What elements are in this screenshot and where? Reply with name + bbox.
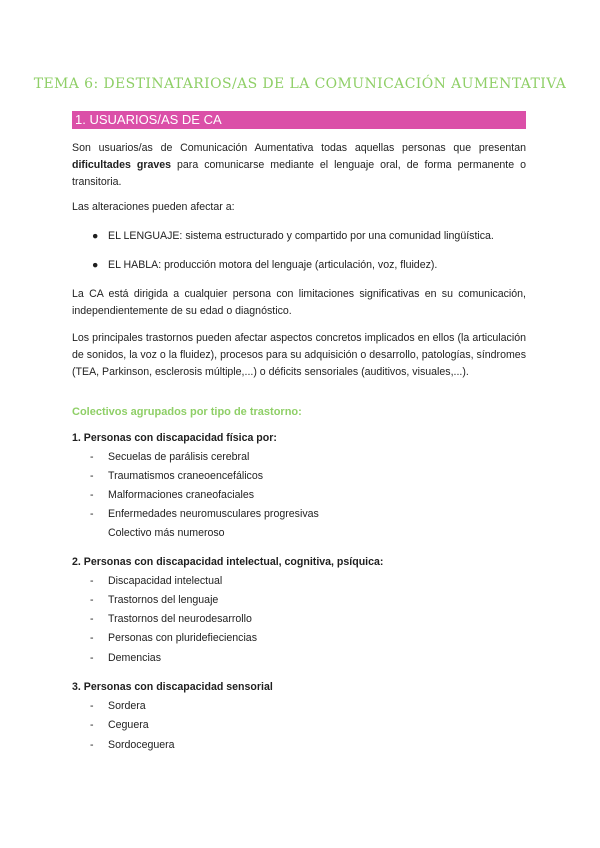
list-item bbox=[90, 593, 218, 607]
intro-text-bold: dificultades graves bbox=[72, 159, 172, 171]
dash-symbol: - bbox=[90, 719, 94, 731]
intro-paragraph bbox=[72, 140, 526, 191]
list-item-text: Trastornos del neurodesarrollo bbox=[108, 613, 252, 625]
list-item-text: Personas con pluridefieciencias bbox=[108, 632, 257, 644]
intro-text-after: para comunicarse mediante el lenguaje oral, de forma permanente o transitoria. bbox=[72, 159, 526, 188]
list-item-text: Discapacidad intelectual bbox=[108, 575, 223, 587]
list-item bbox=[90, 488, 254, 502]
bullet-text: EL HABLA: producción motora del lenguaje (articulación, voz, fluidez). bbox=[108, 259, 438, 271]
group-note: Colectivo más numeroso bbox=[108, 527, 225, 539]
list-item bbox=[90, 574, 222, 588]
colectivos-heading: Colectivos agrupados por tipo de trastorno: bbox=[72, 406, 302, 418]
bullet-item bbox=[92, 228, 522, 245]
trastornos-paragraph: Los principales trastornos pueden afectar aspectos concretos implicados en ellos (la articulación de sonidos, la voz o la fluidez), procesos para su adquisición o desarrollo, patologías, síndromes (TEA, Parkinson, esclerosis múltiple,...) o déficits sensoriales (auditivos, visuales,...). bbox=[72, 332, 526, 378]
section-heading: 1. USUARIOS/AS DE CA bbox=[72, 111, 526, 129]
dash-symbol: - bbox=[90, 451, 94, 463]
bullet-item bbox=[92, 257, 522, 274]
list-item-text: Secuelas de parálisis cerebral bbox=[108, 451, 250, 463]
list-item bbox=[90, 738, 175, 752]
list-item bbox=[90, 507, 319, 521]
list-item bbox=[90, 718, 149, 732]
intro-text-before: Son usuarios/as de Comunicación Aumentativa todas aquellas personas que presentan bbox=[72, 142, 526, 154]
group-heading-fisica: 1. Personas con discapacidad física por: bbox=[72, 432, 277, 444]
dash-symbol: - bbox=[90, 739, 94, 751]
group-heading-intelectual: 2. Personas con discapacidad intelectual, cognitiva, psíquica: bbox=[72, 556, 384, 568]
list-item-text: Sordoceguera bbox=[108, 739, 175, 751]
dash-symbol: - bbox=[90, 575, 94, 587]
list-item-text: Trastornos del lenguaje bbox=[108, 594, 219, 606]
list-item bbox=[90, 469, 263, 483]
dash-symbol: - bbox=[90, 613, 94, 625]
dash-symbol: - bbox=[90, 700, 94, 712]
list-item bbox=[90, 651, 161, 665]
list-item-text: Traumatismos craneoencefálicos bbox=[108, 470, 264, 482]
list-item-text: Enfermedades neuromusculares progresivas bbox=[108, 508, 319, 520]
bullet-symbol: ● bbox=[92, 259, 99, 271]
list-item bbox=[90, 631, 257, 645]
alteraciones-intro: Las alteraciones pueden afectar a: bbox=[72, 201, 235, 213]
list-item-text: Sordera bbox=[108, 700, 146, 712]
bullet-text: EL LENGUAJE: sistema estructurado y compartido por una comunidad lingüística. bbox=[108, 230, 494, 242]
dash-symbol: - bbox=[90, 652, 94, 664]
page-title: TEMA 6: DESTINATARIOS/AS DE LA COMUNICACIÓN AUMENTATIVA bbox=[33, 76, 567, 92]
dash-symbol: - bbox=[90, 508, 94, 520]
dash-symbol: - bbox=[90, 470, 94, 482]
dash-symbol: - bbox=[90, 632, 94, 644]
list-item bbox=[90, 699, 146, 713]
group-heading-sensorial: 3. Personas con discapacidad sensorial bbox=[72, 681, 273, 693]
list-item-text: Malformaciones craneofaciales bbox=[108, 489, 255, 501]
list-item-text: Demencias bbox=[108, 652, 161, 664]
list-item bbox=[90, 450, 249, 464]
bullet-symbol: ● bbox=[92, 230, 99, 242]
dash-symbol: - bbox=[90, 594, 94, 606]
list-item-text: Ceguera bbox=[108, 719, 149, 731]
dash-symbol: - bbox=[90, 489, 94, 501]
ca-paragraph: La CA está dirigida a cualquier persona con limitaciones significativas en su comunicación, independientemente de su edad o diagnóstico. bbox=[72, 288, 526, 317]
list-item bbox=[90, 612, 252, 626]
